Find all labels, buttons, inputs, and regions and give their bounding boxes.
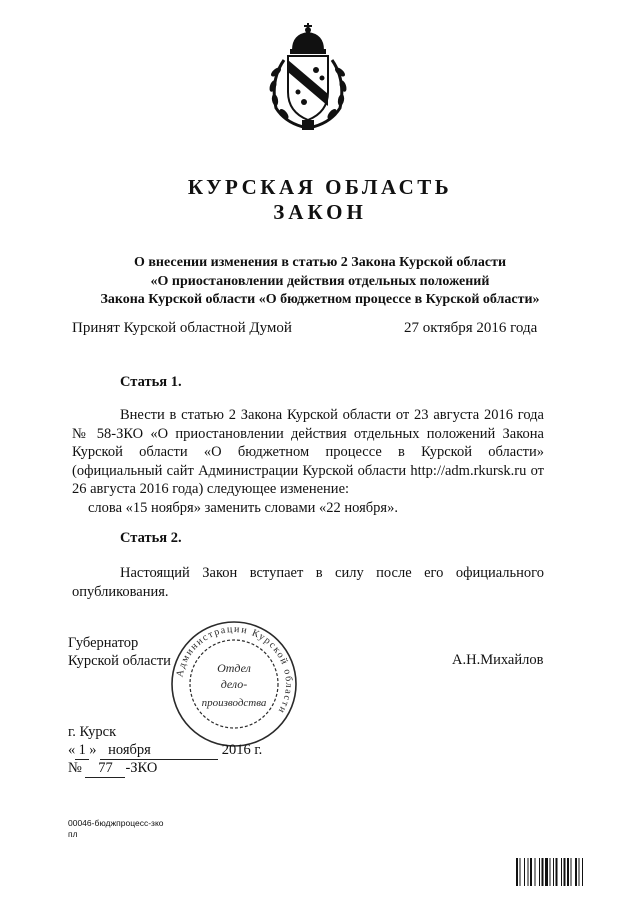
kursk-coat-of-arms-icon	[262, 20, 354, 135]
article-2-paragraph: Настоящий Закон вступает в силу после его официального опубликования.	[72, 565, 544, 600]
law-title	[40, 254, 600, 310]
number-value: 77	[85, 760, 125, 778]
barcode-bar	[550, 858, 551, 886]
barcode-bar	[564, 858, 566, 886]
barcode-bar	[524, 858, 525, 886]
barcode-bar	[530, 858, 532, 886]
date-quote: «	[68, 742, 76, 758]
document-code	[68, 818, 164, 840]
stamp-center-text: Отдел	[217, 661, 251, 675]
barcode-bar	[579, 858, 580, 886]
signatory-position-line: Курской области	[68, 653, 171, 669]
law-number	[68, 760, 157, 778]
barcode-bar	[516, 858, 518, 886]
barcode-icon	[516, 858, 608, 886]
barcode-bar	[520, 858, 521, 886]
article-1-paragraph: Внести в статью 2 Закона Курской области от 23 августа 2016 года № 58-ЗКО «О приостановлении действия отдельных положений Закона Курской области «О бюджетном процессе в Курской области» (официальный сайт Администрации Курской области http://adm.rkursk.ru от 26 августа 2016 года) следующее изменение:	[72, 407, 544, 497]
law-title-line: Закона Курской области «О бюджетном процессе в Курской области»	[100, 292, 540, 307]
barcode-bar	[561, 858, 562, 886]
date-day: 1	[75, 742, 89, 760]
barcode-bar	[542, 858, 544, 886]
date-quote: »	[89, 742, 97, 758]
adoption-date: 27 октября 2016 года	[404, 320, 538, 336]
adopted-by: Принят Курской областной Думой	[72, 320, 292, 336]
date-month: ноября	[100, 742, 218, 760]
article-2-body	[72, 564, 544, 601]
barcode-bar	[545, 858, 548, 886]
barcode-bar	[535, 858, 536, 886]
signatory-position	[68, 634, 171, 670]
signatory-position-line: Губернатор	[68, 635, 139, 651]
document-type-title: ЗАКОН	[273, 200, 367, 224]
law-title-line: О внесении изменения в статью 2 Закона Курской области	[133, 255, 507, 270]
article-1-heading: Статья 1.	[120, 374, 182, 390]
signing-date	[68, 742, 262, 760]
document-code-line: 00046-бюджпроцесс-зко	[68, 818, 164, 828]
number-prefix: №	[68, 760, 82, 776]
stamp-center-text: дело-	[220, 677, 248, 691]
law-title-line: «О приостановлении действия отдельных положений	[150, 273, 490, 289]
barcode-bar	[539, 858, 540, 886]
signatory-name: А.Н.Михайлов	[452, 652, 544, 668]
barcode-bar	[582, 858, 583, 886]
place-city: г. Курск	[68, 724, 117, 740]
barcode-bar	[567, 858, 569, 886]
barcode-bar	[556, 858, 558, 886]
barcode-bar	[553, 858, 554, 886]
region-title: КУРСКАЯ ОБЛАСТЬ	[187, 175, 453, 199]
article-1-body	[72, 406, 544, 517]
date-year: 2016 г.	[221, 742, 263, 758]
barcode-bar	[528, 858, 529, 886]
barcode-bar	[575, 858, 577, 886]
number-suffix: -ЗКО	[125, 760, 158, 776]
barcode-bar	[571, 858, 572, 886]
stamp-center-text: производства	[201, 697, 267, 709]
document-code-line: пл	[68, 829, 78, 839]
office-stamp	[168, 618, 300, 750]
stamp-ring-text: Администрации Курской области	[174, 623, 295, 717]
article-1-paragraph: слова «15 ноября» заменить словами «22 ноября».	[88, 499, 398, 516]
article-2-heading: Статья 2.	[120, 530, 182, 546]
